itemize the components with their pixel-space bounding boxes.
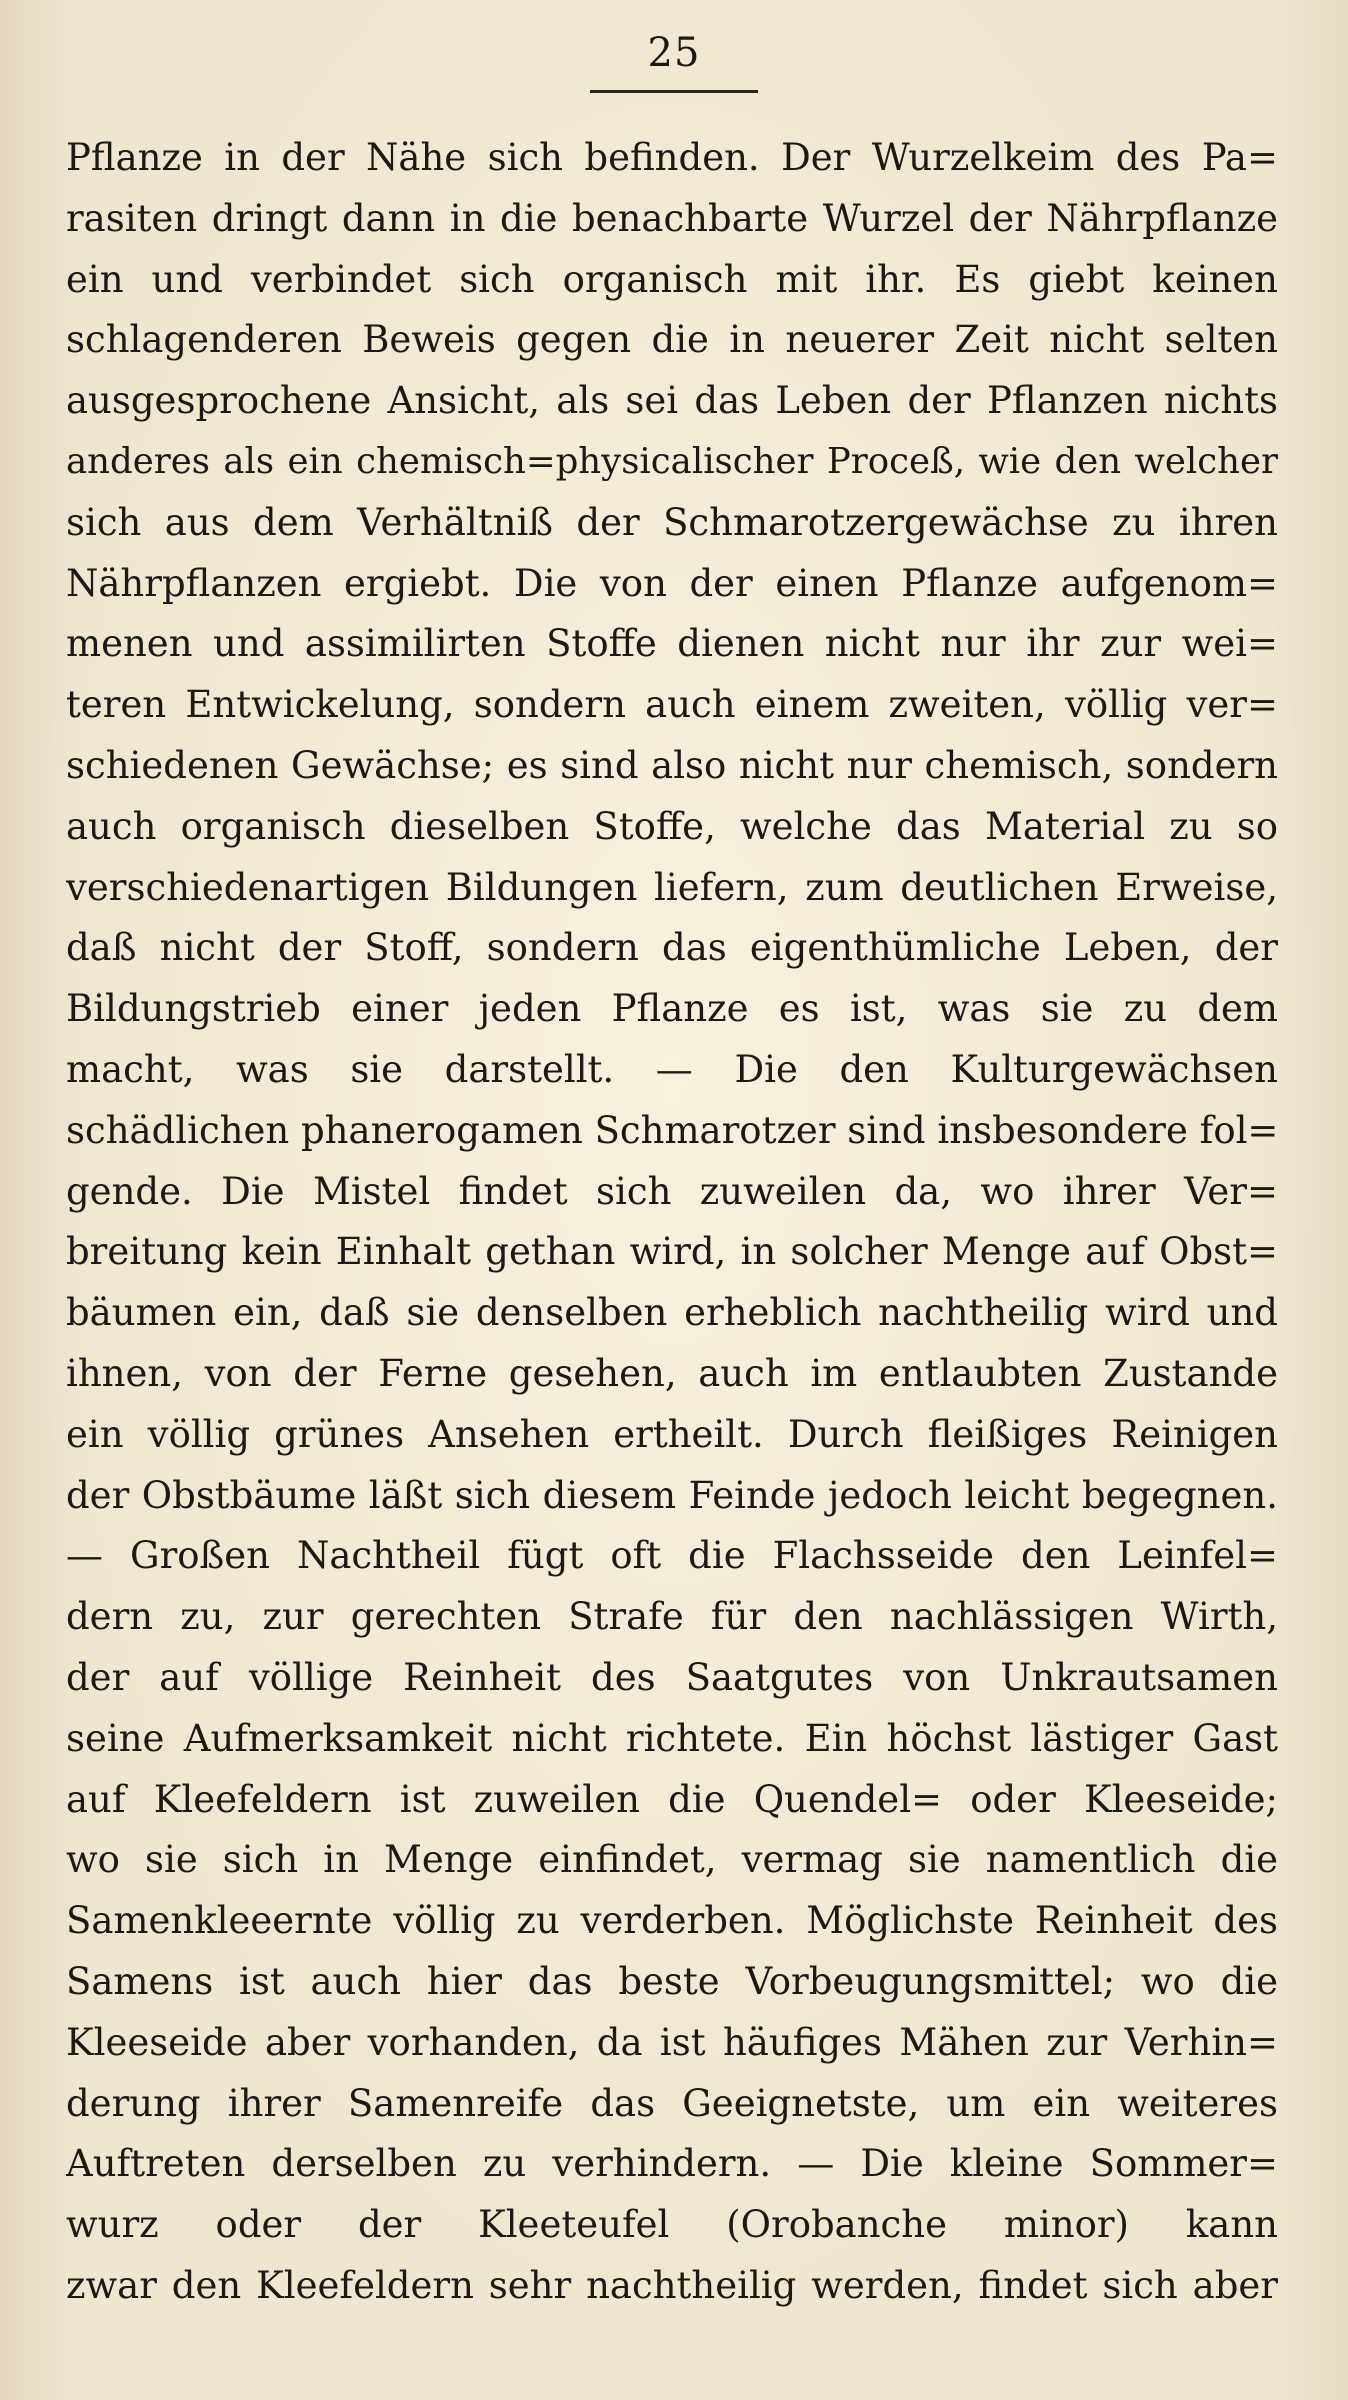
- text-line: derung ihrer Samenreife das Geeignetste, um ein weiteres: [66, 2081, 1278, 2125]
- text-line: teren Entwickelung, sondern auch einem zweiten, völlig ver=: [66, 683, 1278, 727]
- text-line: ein völlig grünes Ansehen ertheilt. Durch fleißiges Reinigen: [66, 1412, 1278, 1456]
- text-line: wurz oder der Kleeteufel (Orobanche minor) kann: [66, 2203, 1278, 2247]
- text-line: breitung kein Einhalt gethan wird, in solcher Menge auf Obst=: [66, 1230, 1278, 1274]
- text-line: Pflanze in der Nähe sich befinden. Der Wurzelkeim des Pa=: [66, 136, 1278, 179]
- text-line: bäumen ein, daß sie denselben erheblich nachtheilig wird und: [66, 1291, 1278, 1335]
- text-line: ihnen, von der Ferne gesehen, auch im entlaubten Zustande: [66, 1351, 1278, 1395]
- text-line: schiedenen Gewächse; es sind also nicht nur chemisch, sondern: [66, 743, 1278, 787]
- text-line: wo sie sich in Menge einfindet, vermag sie namentlich die: [66, 1838, 1278, 1882]
- text-line: rasiten dringt dann in die benachbarte Wurzel der Nährpflanze: [66, 196, 1278, 240]
- text-line: gende. Die Mistel findet sich zuweilen da, wo ihrer Ver=: [66, 1169, 1278, 1213]
- text-line: verschiedenartigen Bildungen liefern, zum deutlichen Erweise,: [66, 865, 1278, 909]
- text-line: der Obstbäume läßt sich diesem Feinde jedoch leicht begegnen.: [66, 1473, 1278, 1517]
- text-line: auf Kleefeldern ist zuweilen die Quendel= oder Kleeseide;: [66, 1777, 1278, 1821]
- body-text: [66, 128, 1278, 2317]
- text-line: menen und assimilirten Stoffe dienen nicht nur ihr zur wei=: [66, 622, 1278, 666]
- text-line: Samenkleeernte völlig zu verderben. Möglichste Reinheit des: [66, 1899, 1278, 1943]
- text-line: ausgesprochene Ansicht, als sei das Leben der Pflanzen nichts: [66, 379, 1278, 423]
- text-line: Samens ist auch hier das beste Vorbeugungsmittel; wo die: [66, 1959, 1278, 2003]
- text-line: Bildungstrieb einer jeden Pflanze es ist, was sie zu dem: [66, 987, 1278, 1031]
- text-line: der auf völlige Reinheit des Saatgutes von Unkrautsamen: [66, 1655, 1278, 1699]
- text-line: schädlichen phanerogamen Schmarotzer sind insbesondere fol=: [66, 1108, 1278, 1152]
- text-line: zwar den Kleefeldern sehr nachtheilig werden, findet sich aber: [66, 2263, 1278, 2307]
- text-line: Nährpflanzen ergiebt. Die von der einen Pflanze aufgenom=: [66, 561, 1278, 605]
- text-line: Auftreten derselben zu verhindern. — Die kleine Sommer=: [66, 2142, 1278, 2186]
- text-line: dern zu, zur gerechten Strafe für den nachlässigen Wirth,: [66, 1595, 1278, 1639]
- text-line: ein und verbindet sich organisch mit ihr. Es giebt keinen: [66, 257, 1278, 301]
- text-line: sich aus dem Verhältniß der Schmarotzergewächse zu ihren: [66, 500, 1278, 544]
- header-rule: [590, 90, 758, 93]
- text-line: daß nicht der Stoff, sondern das eigenthümliche Leben, der: [66, 926, 1278, 970]
- text-line: Kleeseide aber vorhanden, da ist häufiges Mähen zur Verhin=: [66, 2020, 1278, 2064]
- text-line: anderes als ein chemisch=physicalischer Proceß, wie den welcher: [66, 440, 1278, 482]
- text-line: — Großen Nachtheil fügt oft die Flachsseide den Leinfel=: [66, 1534, 1278, 1578]
- text-line: schlagenderen Beweis gegen die in neuerer Zeit nicht selten: [66, 318, 1278, 362]
- page-number: 25: [647, 30, 701, 76]
- text-line: auch organisch dieselben Stoffe, welche das Material zu so: [66, 804, 1278, 848]
- text-line: seine Aufmerksamkeit nicht richtete. Ein höchst lästiger Gast: [66, 1716, 1278, 1760]
- text-line: macht, was sie darstellt. — Die den Kulturgewächsen: [66, 1047, 1278, 1091]
